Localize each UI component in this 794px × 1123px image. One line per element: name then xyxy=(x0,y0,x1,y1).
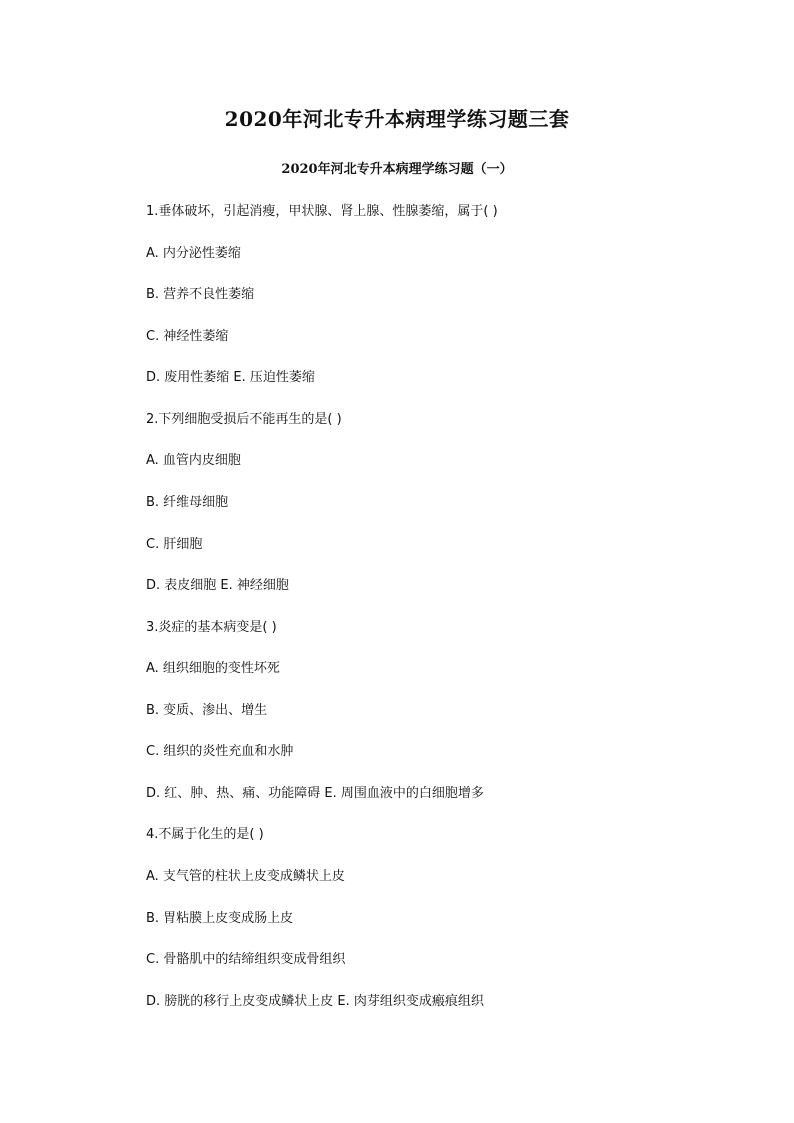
question-1-option-a: A. 内分泌性萎缩 xyxy=(146,246,241,261)
question-2-option-b: B. 纤维母细胞 xyxy=(146,495,229,510)
question-4-option-a: A. 支气管的柱状上皮变成鳞状上皮 xyxy=(146,869,345,884)
question-4: 4.不属于化生的是( ) xyxy=(146,827,264,842)
question-2-option-d-e: D. 表皮细胞 E. 神经细胞 xyxy=(146,578,289,593)
question-4-option-c: C. 骨骼肌中的结缔组织变成骨组织 xyxy=(146,952,346,967)
document-title: 2020年河北专升本病理学练习题三套 xyxy=(224,107,570,131)
question-3-option-a: A. 组织细胞的变性坏死 xyxy=(146,661,280,676)
question-4-option-d-e: D. 膀胱的移行上皮变成鳞状上皮 E. 肉芽组织变成瘢痕组织 xyxy=(146,994,484,1009)
section-title: 2020年河北专升本病理学练习题（一） xyxy=(281,162,513,177)
question-2: 2.下列细胞受损后不能再生的是( ) xyxy=(146,412,342,427)
question-3: 3.炎症的基本病变是( ) xyxy=(146,620,277,635)
question-2-option-c: C. 肝细胞 xyxy=(146,537,203,552)
question-3-option-d-e: D. 红、肿、热、痛、功能障碍 E. 周围血液中的白细胞增多 xyxy=(146,786,484,801)
question-3-option-c: C. 组织的炎性充血和水肿 xyxy=(146,744,294,759)
question-1-option-b: B. 营养不良性萎缩 xyxy=(146,287,255,302)
question-1-option-c: C. 神经性萎缩 xyxy=(146,329,229,344)
question-4-option-b: B. 胃粘膜上皮变成肠上皮 xyxy=(146,911,294,926)
question-1: 1.垂体破坏，引起消瘦，甲状腺、肾上腺、性腺萎缩，属于( ) xyxy=(146,204,498,219)
question-2-option-a: A. 血管内皮细胞 xyxy=(146,453,241,468)
question-3-option-b: B. 变质、渗出、增生 xyxy=(146,703,268,718)
question-1-option-d-e: D. 废用性萎缩 E. 压迫性萎缩 xyxy=(146,370,315,385)
